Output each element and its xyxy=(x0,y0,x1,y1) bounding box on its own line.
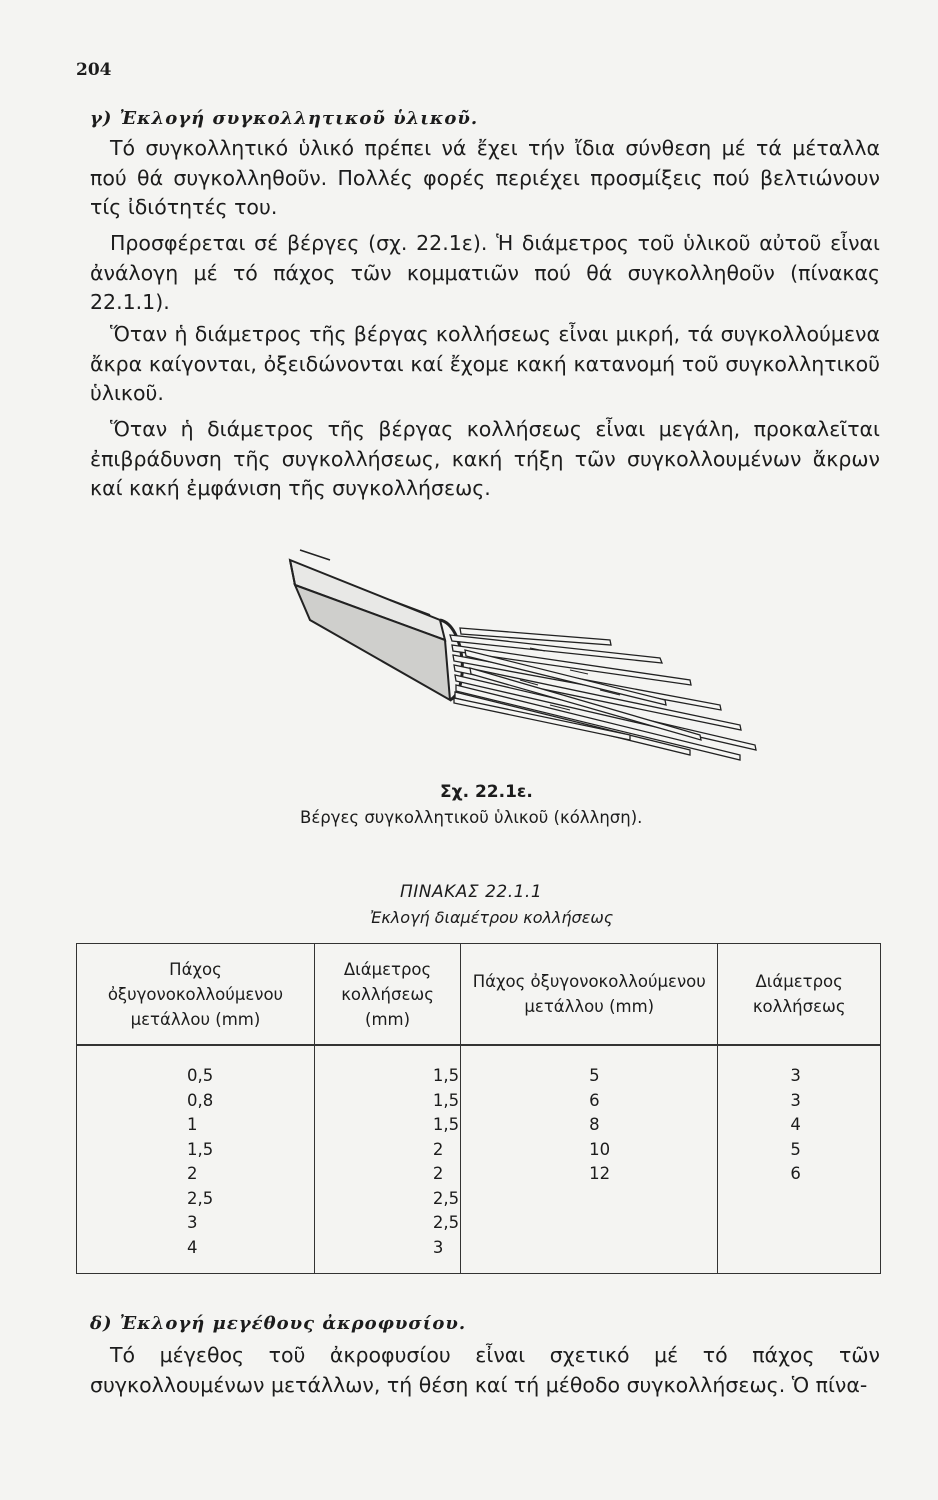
section-c-paragraph-2: Προσφέρεται σέ βέργες (σχ. 22.1ε). Ἡ διάμετρος τοῦ ὑλικοῦ αὐτοῦ εἶναι ἀνάλογη μέ τό πάχος τῶν κομματιῶν πού θά συγκολληθοῦν (πίνακας 22.1.1). xyxy=(90,231,880,314)
table-cell: 6 xyxy=(790,1164,801,1183)
table-cell: 0,8 xyxy=(187,1090,214,1110)
table-cell: 5 xyxy=(790,1139,801,1159)
table-body-row xyxy=(77,1045,881,1274)
table-cell: 1,5 xyxy=(432,1115,460,1134)
table-cell: 3 xyxy=(187,1213,198,1232)
column-diameter-2 xyxy=(718,1045,881,1274)
header-thickness-2: Πάχος ὀξυγονοκολλούμενου μετάλλου (mm) xyxy=(461,944,718,1046)
table-cell: 8 xyxy=(589,1115,600,1134)
column-diameter-1 xyxy=(314,1045,460,1274)
table-cell: 2,5 xyxy=(432,1213,460,1232)
figure-caption: Βέργες συγκολλητικοῦ ὑλικοῦ (κόλληση). xyxy=(300,808,643,827)
table-cell: 0,5 xyxy=(187,1066,214,1085)
table-cell: 1,5 xyxy=(432,1090,460,1110)
header-diameter-2: Διάμετρος κολλήσεως xyxy=(718,944,881,1046)
section-c-paragraph-3: Ὅταν ἡ διάμετρος τῆς βέργας κολλήσεως εἶναι μικρή, τά συγκολλούμενα ἄκρα καίγονται, ὀξειδώνονται καί ἔχομε κακή κατανομή τοῦ συγκολλητικοῦ ὑλικοῦ. xyxy=(90,322,880,405)
section-d-paragraph: Τό μέγεθος τοῦ ἀκροφυσίου εἶναι σχετικό μέ τό πάχος τῶν συγκολλουμένων μετάλλων, τή θέση καί τή μέθοδο συγκολλήσεως. Ὁ πίνα- xyxy=(90,1343,880,1397)
table-cell: 1,5 xyxy=(187,1139,214,1159)
electrode-diameter-table xyxy=(76,943,881,1274)
section-c-paragraph-4: Ὅταν ἡ διάμετρος τῆς βέργας κολλήσεως εἶναι μεγάλη, προκαλεῖται ἐπιβράδυνση τῆς συγκολλήσεως, κακή τήξη τῶν συγκολλουμένων ἄκρων καί κακή ἐμφάνιση τῆς συγκολλήσεως. xyxy=(90,417,880,500)
table-cell: 6 xyxy=(589,1090,600,1110)
table-cell: 12 xyxy=(589,1164,611,1183)
figure-number: Σχ. 22.1ε. xyxy=(440,782,533,802)
thickness-2-values xyxy=(589,1064,716,1187)
section-c-heading: γ) Ἐκλογή συγκολλητικοῦ ὑλικοῦ. xyxy=(90,108,479,129)
table-cell: 2,5 xyxy=(187,1188,214,1208)
page-number: 204 xyxy=(76,60,112,80)
table-cell: 1 xyxy=(187,1115,198,1134)
table-cell: 10 xyxy=(589,1139,611,1159)
table-cell: 1,5 xyxy=(432,1066,460,1085)
table-header-row xyxy=(77,944,881,1046)
thickness-1-values xyxy=(187,1064,313,1260)
section-c-paragraph-1: Τό συγκολλητικό ὑλικό πρέπει νά ἔχει τήν ἴδια σύνθεση μέ τά μέταλλα πού θά συγκολληθοῦν. Πολλές φορές περιέχει προσμίξεις πού βελτιώνουν τίς ἰδιότητές του. xyxy=(90,136,880,219)
section-d-heading: δ) Ἐκλογή μεγέθους ἀκροφυσίου. xyxy=(90,1313,467,1334)
column-thickness-2 xyxy=(461,1045,718,1274)
table-cell: 5 xyxy=(589,1066,600,1085)
table-cell: 4 xyxy=(790,1115,801,1134)
welding-rods-bundle-illustration xyxy=(270,540,790,790)
diameter-1-values xyxy=(433,1064,459,1260)
table-cell: 2 xyxy=(432,1164,444,1183)
header-thickness-1: Πάχος ὀξυγονοκολλούμενου μετάλλου (mm) xyxy=(77,944,315,1046)
table-cell: 3 xyxy=(432,1237,444,1257)
table-cell: 2 xyxy=(187,1164,198,1183)
table-cell: 4 xyxy=(187,1237,198,1257)
diameter-2-values xyxy=(790,1064,879,1187)
table-cell: 3 xyxy=(790,1090,801,1110)
table-cell: 2 xyxy=(432,1139,444,1159)
table-cell: 3 xyxy=(790,1066,801,1085)
header-diameter-1: Διάμετρος κολλήσεως (mm) xyxy=(314,944,460,1046)
table-title: ΠΙΝΑΚΑΣ 22.1.1 xyxy=(400,882,543,902)
table-subtitle: Ἐκλογή διαμέτρου κολλήσεως xyxy=(370,908,614,927)
table-cell: 2,5 xyxy=(432,1188,460,1208)
column-thickness-1 xyxy=(77,1045,315,1274)
